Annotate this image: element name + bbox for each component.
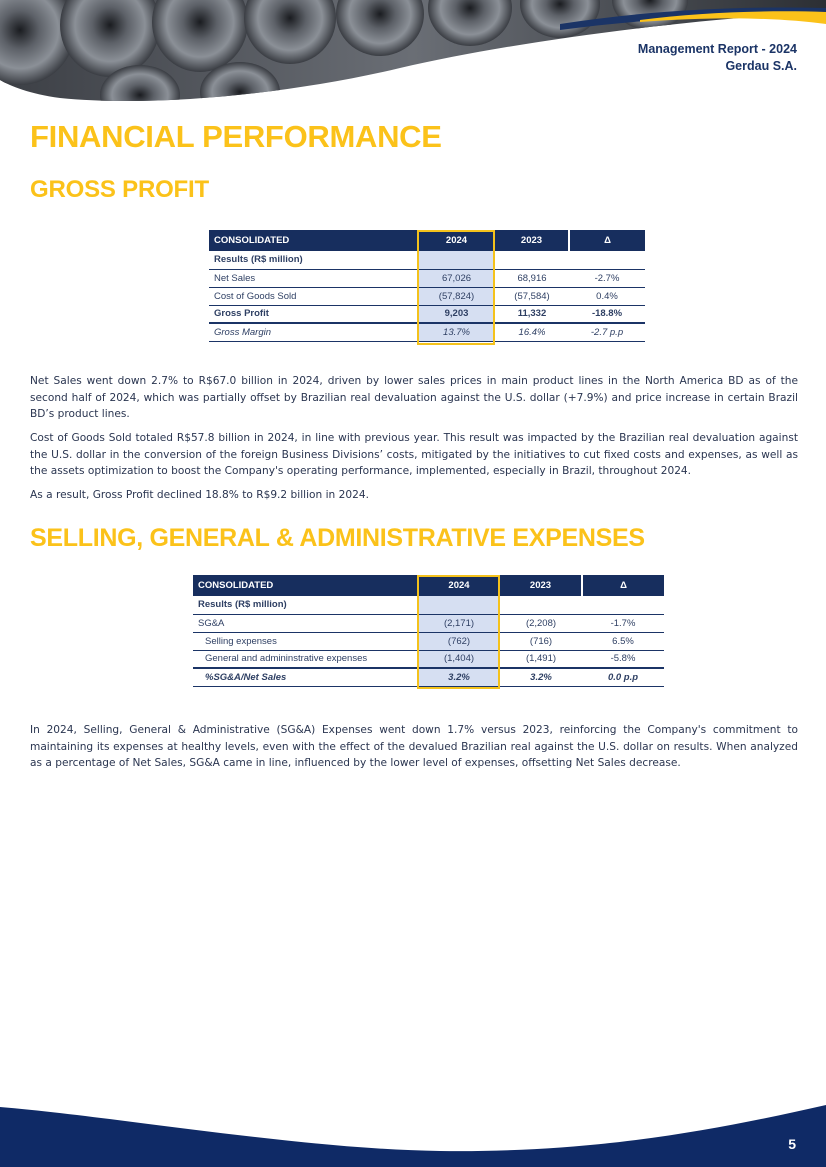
table-header-row <box>193 575 664 596</box>
heading-gross-profit: GROSS PROFIT <box>30 176 209 203</box>
row-label: Cost of Goods Sold <box>214 290 297 302</box>
cell-delta: 0.4% <box>596 290 618 302</box>
table-row <box>193 668 664 686</box>
cell-delta: -1.7% <box>610 617 636 629</box>
cell-2024: 9,203 <box>418 305 495 323</box>
table-row <box>193 650 664 668</box>
cell-2023: 16.4% <box>518 326 546 338</box>
header-2024: 2024 <box>418 575 500 596</box>
header-2024: 2024 <box>418 230 495 251</box>
heading-financial-performance: FINANCIAL PERFORMANCE <box>30 119 442 154</box>
table-row <box>193 632 664 650</box>
gross-profit-table <box>209 230 645 342</box>
cell-delta: 0.0 p.p <box>607 671 639 683</box>
paragraph-gross-profit: As a result, Gross Profit declined 18.8% to R$9.2 billion in 2024. <box>30 489 369 501</box>
cell-2024: (1,404) <box>418 650 500 668</box>
cell-delta: -5.8% <box>610 653 636 665</box>
table-row <box>209 305 645 323</box>
cell-2024: 67,026 <box>418 269 495 287</box>
row-label: General and admininstrative expenses <box>205 653 368 665</box>
footer-wave-band <box>0 1105 826 1167</box>
header-2023: 2023 <box>495 230 569 251</box>
section-label: Results (R$ million) <box>198 599 287 611</box>
row-label: Gross Margin <box>214 326 272 338</box>
report-title: Management Report - 2024 <box>637 42 797 56</box>
table-row <box>193 596 664 614</box>
cell-2024: (57,824) <box>418 287 495 305</box>
row-label: Selling expenses <box>205 635 277 647</box>
row-label: %SG&A/Net Sales <box>205 671 287 683</box>
cell-delta: 6.5% <box>612 635 634 647</box>
cell-delta: -2.7 p.p <box>590 326 624 338</box>
cell-delta: -2.7% <box>594 272 620 284</box>
cell-delta: -18.8% <box>591 308 623 320</box>
page-number: 5 <box>788 1136 796 1152</box>
cell-2024: 13.7% <box>418 323 495 341</box>
table-row <box>193 614 664 632</box>
header-2023: 2023 <box>500 575 582 596</box>
sga-table <box>193 575 664 687</box>
cell-2023: 3.2% <box>530 671 552 683</box>
table-row <box>209 269 645 287</box>
row-label: Gross Profit <box>214 308 269 320</box>
header-report-info <box>638 41 797 75</box>
table-row <box>209 323 645 341</box>
section-label: Results (R$ million) <box>214 254 303 266</box>
header-delta: Δ <box>582 575 664 596</box>
company-name: Gerdau S.A. <box>725 59 797 73</box>
cell-2024: 3.2% <box>418 668 500 686</box>
cell-2023: 68,916 <box>517 272 547 284</box>
row-label: SG&A <box>198 617 225 629</box>
table-row <box>209 251 645 269</box>
header-consolidated: CONSOLIDATED <box>193 575 418 596</box>
row-label: Net Sales <box>214 272 256 284</box>
table-row <box>209 287 645 305</box>
paragraph-net-sales: Net Sales went down 2.7% to R$67.0 billion in 2024, driven by lower sales prices in main product lines in the North America BD as of the second half of 2024, which was partially offset by Brazilian real devaluation against the U.S. dollar (+7.9%) and price increase in certain Brazil BD’s product lines. <box>30 375 798 420</box>
cell-2024: (2,171) <box>418 614 500 632</box>
paragraph-sga: In 2024, Selling, General & Administrative (SG&A) Expenses went down 1.7% versus 2023, reinforcing the Company's commitment to maintaining its expenses at healthy levels, even with the effect of the devalued Brazilian real against the U.S. dollar on results. When analyzed as a percentage of Net Sales, SG&A came in line, influenced by the lower level of expenses, offsetting Net Sales decrease. <box>30 724 798 769</box>
header-delta: Δ <box>569 230 645 251</box>
cell-2023: 11,332 <box>517 308 547 320</box>
cell-2024: (762) <box>418 632 500 650</box>
cell-2023: (2,208) <box>525 617 557 629</box>
cell-2023: (1,491) <box>525 653 557 665</box>
cell-2023: (716) <box>529 635 553 647</box>
table-header-row <box>209 230 645 251</box>
header-consolidated: CONSOLIDATED <box>209 230 418 251</box>
cell-2023: (57,584) <box>514 290 550 302</box>
paragraph-cogs: Cost of Goods Sold totaled R$57.8 billion in 2024, in line with previous year. This result was impacted by the Brazilian real devaluation against the U.S. dollar in the conversion of the foreign Business Divisions’ costs, mitigated by the initiatives to cut fixed costs and expenses, as well as the assets optimization to boost the Company's operating performance, implemented, especially in Brazil, throughout 2024. <box>30 432 798 477</box>
heading-sga: SELLING, GENERAL & ADMINISTRATIVE EXPENSES <box>30 524 645 552</box>
